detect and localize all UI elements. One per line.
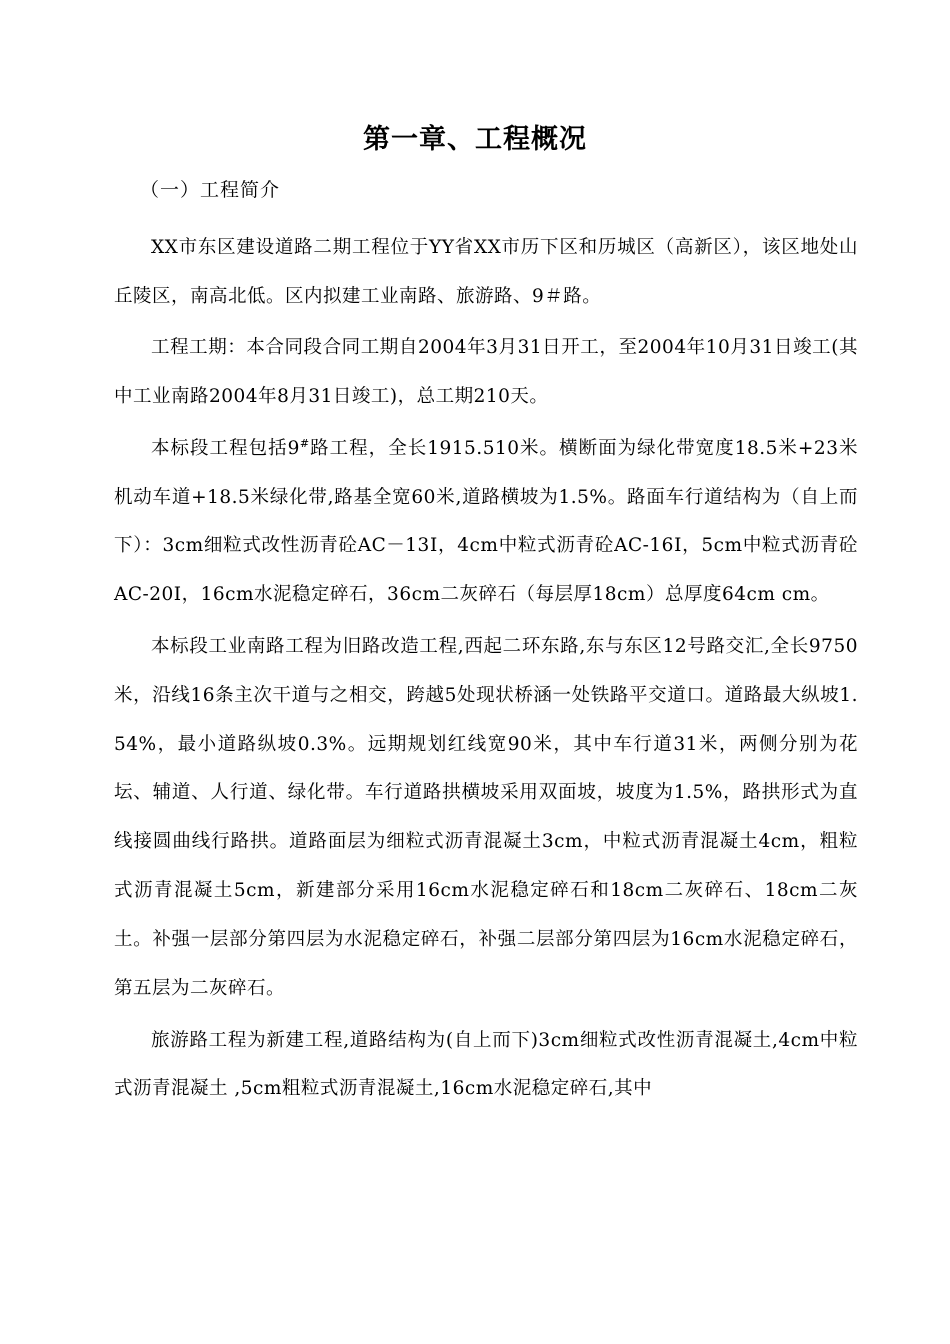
chapter-title: 第一章、工程概况 [363,124,587,155]
paragraph-road-9 [114,425,858,621]
paragraph-tourism-road: 旅游路工程为新建工程,道路结构为(自上而下)3cm细粒式改性沥青混凝土,4cm中粒式沥青混凝土 ,5cm粗粒式沥青混凝土,16cm水泥稳定碎石,其中 [114,1029,858,1100]
paragraph-location: XX市东区建设道路二期工程位于YY省XX市历下区和历城区（高新区），该区地处山丘陵区，南高北低。区内拟建工业南路、旅游路、9＃路。 [114,237,858,307]
paragraph-road-9-rest: 路工程，全长1915.510米。横断面为绿化带宽度18.5米+23米机动车道+18.5米绿化带,路基全宽60米,道路横坡为1.5%。路面车行道结构为（自上而下）：3cm细粒式改性沥青砼AC－13Ⅰ，4cm中粒式沥青砼AC-16Ⅰ，5cm中粒式沥青砼AC-20Ⅰ，16cm水泥稳定碎石，36cm二灰碎石（每层厚18cm）总厚度64cm cm。 [114,437,858,606]
paragraph-schedule: 工程工期：本合同段合同工期自2004年3月31日开工，至2004年10月31日竣工(其中工业南路2004年8月31日竣工)，总工期210天。 [114,337,858,408]
paragraph-road-9-start: 本标段工程包括9 [151,437,300,459]
paragraph-gongye-south-road: 本标段工业南路工程为旧路改造工程,西起二环东路,东与东区12号路交汇,全长9750米，沿线16条主次干道与之相交，跨越5处现状桥涵一处铁路平交道口。道路最大纵坡1.54%，最小道路纵坡0.3%。远期规划红线宽90米，其中车行道31米，两侧分别为花坛、辅道、人行道、绿化带。车行道路拱横坡采用双面坡，坡度为1.5%，路拱形式为直线接圆曲线行路拱。道路面层为细粒式沥青混凝土3cm，中粒式沥青混凝土4cm，粗粒式沥青混凝土5cm，新建部分采用16cm水泥稳定碎石和18cm二灰碎石、18cm二灰土。补强一层部分第四层为水泥稳定碎石，补强二层部分第四层为16cm水泥稳定碎石，第五层为二灰碎石。 [114,635,858,1000]
document-body [114,224,858,1117]
section-heading: （一）工程简介 [140,179,281,201]
hash-superscript: # [299,436,310,450]
